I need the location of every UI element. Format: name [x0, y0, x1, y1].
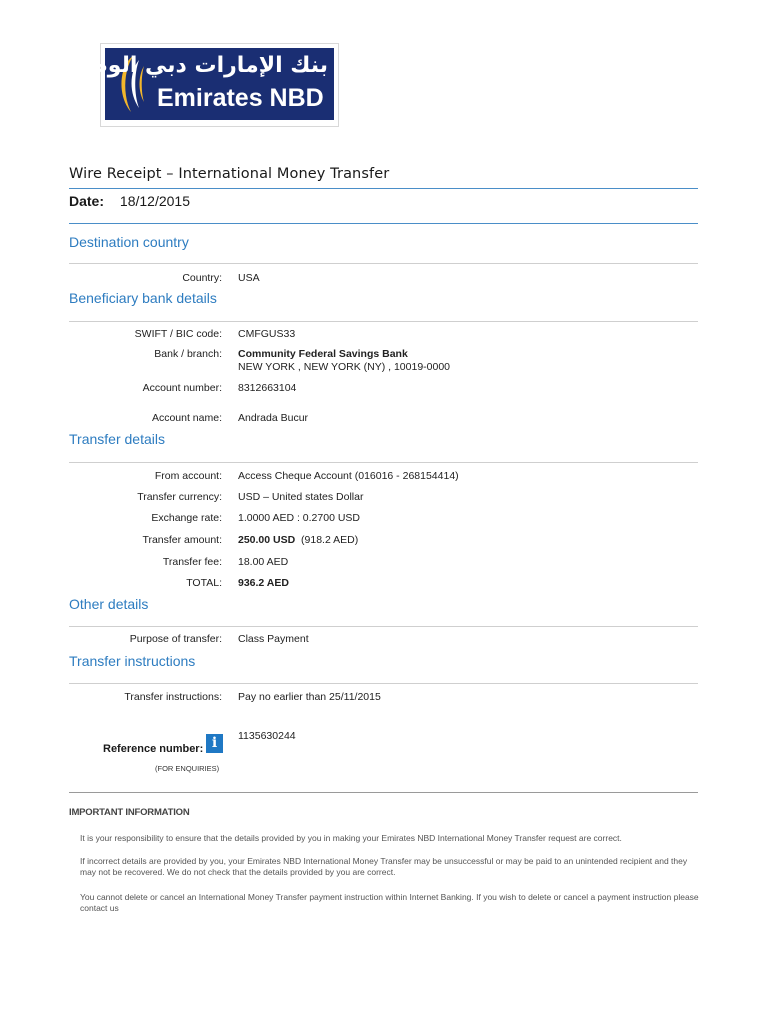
section-heading-destination: Destination country: [69, 234, 189, 250]
bank-address: NEW YORK , NEW YORK (NY) , 10019-0000: [238, 361, 451, 373]
country-label: Country:: [182, 272, 222, 284]
account-number-label: Account number:: [142, 382, 222, 394]
account-name-label: Account name:: [151, 412, 222, 424]
transfer-amount-label: Transfer amount:: [142, 534, 222, 546]
enquiries-note: (FOR ENQUIRIES): [155, 764, 220, 773]
logo-arabic-name: بنك الإمارات دبي الوطني: [55, 53, 328, 78]
section-divider: [69, 263, 698, 264]
section-divider: [69, 683, 698, 684]
account-number-value: 8312663104: [238, 382, 297, 394]
account-name-value: Andrada Bucur: [238, 412, 309, 424]
emirates-nbd-logo: [55, 43, 339, 127]
title-divider: [69, 188, 698, 189]
important-information-title: IMPORTANT INFORMATION: [69, 807, 190, 818]
important-divider: [69, 792, 698, 793]
swift-value: CMFGUS33: [238, 328, 296, 340]
transfer-amount-aed: (918.2 AED): [301, 534, 359, 546]
date-row: [69, 193, 190, 209]
transfer-currency-value: USD – United states Dollar: [238, 491, 364, 503]
transfer-fee-value: 18.00 AED: [238, 556, 289, 568]
reference-number-label: Reference number:: [103, 743, 204, 755]
section-divider: [69, 321, 698, 322]
section-divider: [69, 462, 698, 463]
from-account-value: Access Cheque Account (016016 - 268154414): [238, 470, 459, 482]
transfer-amount-value: [238, 534, 358, 546]
total-label: TOTAL:: [186, 577, 222, 589]
bank-branch-value: [238, 348, 450, 373]
logo-panel: [55, 48, 334, 120]
exchange-rate-label: Exchange rate:: [151, 512, 222, 524]
important-paragraph: If incorrect details are provided by you, your Emirates NBD International Money Transfer may be unsuccessful or may be paid to an unintended recipient and they may not be recovered. We do not check that the details provided by you are correct.: [80, 856, 688, 877]
date-value: 18/12/2015: [119, 193, 190, 209]
purpose-label: Purpose of transfer:: [129, 633, 222, 645]
date-divider: [69, 223, 698, 224]
section-heading-transfer: Transfer details: [69, 431, 165, 447]
purpose-value: Class Payment: [238, 633, 309, 645]
total-amount: 936.2 AED: [238, 577, 289, 589]
from-account-label: From account:: [154, 470, 222, 482]
logo-latin-name: Emirates NBD: [157, 84, 324, 112]
exchange-rate-value: 1.0000 AED : 0.2700 USD: [238, 512, 360, 524]
important-paragraph: It is your responsibility to ensure that the details provided by you in making your Emirates NBD International Money Transfer request are correct.: [80, 833, 622, 843]
section-heading-beneficiary: Beneficiary bank details: [69, 290, 217, 306]
transfer-instructions-value: Pay no earlier than 25/11/2015: [238, 691, 381, 703]
bank-branch-label: Bank / branch:: [154, 348, 222, 360]
section-divider: [69, 626, 698, 627]
date-label: Date:: [69, 193, 105, 209]
transfer-instructions-label: Transfer instructions:: [124, 691, 222, 703]
info-icon[interactable]: i: [206, 734, 223, 753]
transfer-fee-label: Transfer fee:: [162, 556, 222, 568]
section-heading-other: Other details: [69, 596, 149, 612]
swift-label: SWIFT / BIC code:: [134, 328, 222, 340]
important-paragraph: You cannot delete or cancel an International Money Transfer payment instruction within Internet Banking. If you wish to delete or cancel a payment instruction please contact us: [80, 892, 699, 913]
country-value: USA: [238, 272, 260, 284]
bank-name: Community Federal Savings Bank: [238, 348, 408, 360]
reference-number-value: 1135630244: [238, 730, 296, 742]
transfer-currency-label: Transfer currency:: [137, 491, 222, 503]
total-value: [238, 577, 289, 589]
transfer-amount-usd: 250.00 USD: [238, 534, 296, 546]
document-title: Wire Receipt – International Money Transfer: [69, 166, 390, 182]
section-heading-instructions: Transfer instructions: [69, 653, 196, 669]
